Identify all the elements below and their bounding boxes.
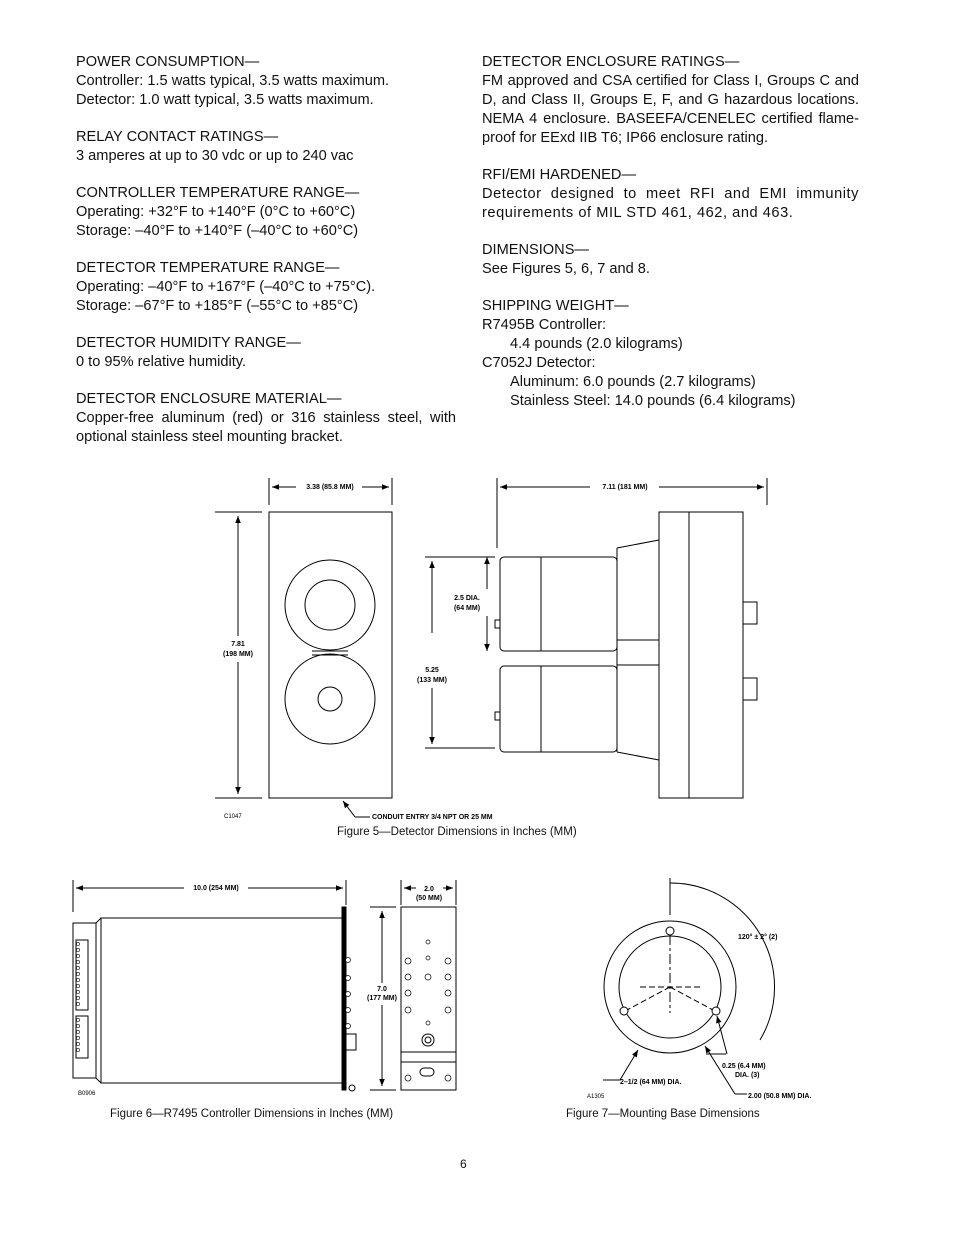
fig5-height-label: 7.81 <box>231 641 245 648</box>
fig5-dia-label: 2.5 DIA. <box>454 595 480 602</box>
spec-line: Operating: –40°F to +167°F (–40°C to +75°C). <box>76 279 376 295</box>
figure-7-caption: Figure 7—Mounting Base Dimensions <box>566 1108 760 1120</box>
spec-heading: DETECTOR ENCLOSURE MATERIAL— <box>76 391 342 407</box>
fig5-width-label: 3.38 (85.8 MM) <box>306 484 354 491</box>
spec-heading: RELAY CONTACT RATINGS— <box>76 129 279 145</box>
spec-text: FM approved and CSA certified for Class I, Groups C and D, and Class II, Groups E, F, and G hazardous locations. NEMA 4 enclosure. BASEEFA/CENELEC certified flame-proof for EExd IIB T6; IP66 enclosure rating. <box>482 73 859 146</box>
fig5-height-label-mm: (198 MM) <box>223 651 253 658</box>
fig7-code: A1305 <box>587 1094 605 1100</box>
fig6-width-label: 2.0 <box>424 886 434 893</box>
spec-line: R7495B Controller: <box>482 317 607 333</box>
fig6-code: B0906 <box>78 1091 96 1097</box>
fig7-inner-label: 2–1/2 (64 MM) DIA. <box>620 1079 682 1086</box>
fig5-depth-label: 7.11 (181 MM) <box>602 484 648 491</box>
spec-heading: CONTROLLER TEMPERATURE RANGE— <box>76 185 360 201</box>
figure-6-caption: Figure 6—R7495 Controller Dimensions in Inches (MM) <box>110 1108 394 1120</box>
spec-heading: DIMENSIONS— <box>482 242 590 258</box>
spec-line: Copper-free aluminum (red) or 316 stainless steel, with optional stainless steel mounting bracket. <box>76 410 456 445</box>
fig6-end-view-holes <box>346 940 452 1081</box>
spec-line: 3 amperes at up to 30 vdc or up to 240 vac <box>76 148 354 164</box>
spec-line: Controller: 1.5 watts typical, 3.5 watts maximum. <box>76 73 390 89</box>
fig6-connector-pins <box>76 942 79 1051</box>
spec-heading: DETECTOR TEMPERATURE RANGE— <box>76 260 340 276</box>
spec-heading: DETECTOR ENCLOSURE RATINGS— <box>482 54 740 70</box>
spec-heading: RFI/EMI HARDENED— <box>482 167 637 183</box>
fig7-hole-label-dia: DIA. (3) <box>735 1072 760 1079</box>
spec-heading: POWER CONSUMPTION— <box>76 54 260 70</box>
figure-5-caption: Figure 5—Detector Dimensions in Inches (MM) <box>337 826 577 838</box>
page-number: 6 <box>460 1157 467 1171</box>
fig7-angle-label: 120° ± 2° (2) <box>738 934 778 941</box>
spec-text: See Figures 5, 6, 7 and 8. <box>482 261 650 277</box>
spec-line: 0 to 95% relative humidity. <box>76 354 247 370</box>
fig5-spacing-label: 5.25 <box>425 667 439 674</box>
figure-6-drawing <box>0 870 480 1110</box>
fig7-hole-label: 0.25 (6.4 MM) <box>722 1063 766 1070</box>
fig5-conduit-label: CONDUIT ENTRY 3/4 NPT OR 25 MM <box>372 814 493 821</box>
figure-7-drawing <box>560 870 860 1110</box>
fig5-dia-label-mm: (64 MM) <box>453 605 481 612</box>
fig5-spacing-label-mm: (133 MM) <box>417 677 447 684</box>
fig5-code: C1047 <box>224 814 242 820</box>
spec-heading: SHIPPING WEIGHT— <box>482 298 629 314</box>
fig6-width-label-mm: (50 MM) <box>415 895 443 902</box>
spec-line: Storage: –67°F to +185°F (–55°C to +85°C) <box>76 298 359 314</box>
spec-line: C7052J Detector: <box>482 355 596 371</box>
spec-line: 4.4 pounds (2.0 kilograms) <box>510 336 683 352</box>
spec-line: Storage: –40°F to +140°F (–40°C to +60°C) <box>76 223 359 239</box>
fig6-height-label-mm: (177 MM) <box>367 995 397 1002</box>
fig7-outer-label: 2.00 (50.8 MM) DIA. <box>748 1093 812 1100</box>
spec-line: Stainless Steel: 14.0 pounds (6.4 kilograms) <box>510 393 796 409</box>
fig6-height-label: 7.0 <box>377 986 387 993</box>
spec-line: Aluminum: 6.0 pounds (2.7 kilograms) <box>510 374 756 390</box>
spec-text: Detector designed to meet RFI and EMI immunity requirements of MIL STD 461, 462, and 463. <box>482 186 859 221</box>
spec-heading: DETECTOR HUMIDITY RANGE— <box>76 335 301 351</box>
spec-line: Detector: 1.0 watt typical, 3.5 watts maximum. <box>76 92 374 108</box>
spec-line: Operating: +32°F to +140°F (0°C to +60°C) <box>76 204 356 220</box>
fig6-length-label: 10.0 (254 MM) <box>193 885 239 892</box>
